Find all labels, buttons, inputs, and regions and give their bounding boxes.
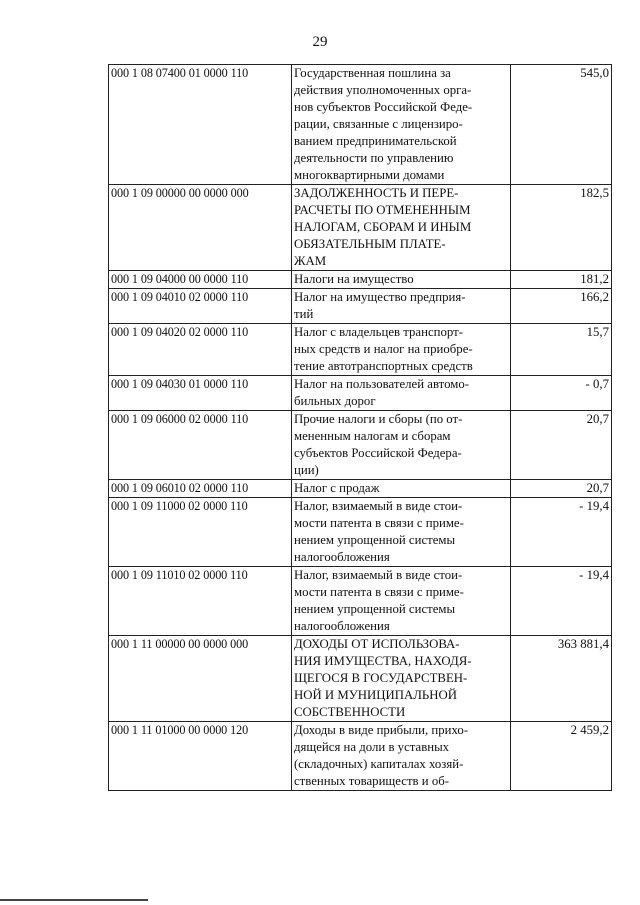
revenue-name-line: деятельности по управлению <box>294 151 454 165</box>
revenue-name-line: Налог на имущество предприя- <box>294 290 466 304</box>
revenue-code: 000 1 09 06000 02 0000 110 <box>109 411 292 480</box>
revenue-name-line: ванием предпринимательской <box>294 134 457 148</box>
revenue-amount: 166,2 <box>511 289 612 324</box>
revenue-name-line: ЖАМ <box>294 254 327 268</box>
revenue-code: 000 1 09 04020 02 0000 110 <box>109 324 292 376</box>
revenue-amount: - 0,7 <box>511 376 612 411</box>
table-row <box>109 498 612 567</box>
revenue-name-line: тий <box>294 307 314 321</box>
revenue-amount: - 19,4 <box>511 567 612 636</box>
revenue-name-line: нением упрощенной системы <box>294 602 456 616</box>
revenue-name-line: бильных дорог <box>294 394 376 408</box>
revenue-name-line: Государственная пошлина за <box>294 66 451 80</box>
revenue-amount: 15,7 <box>511 324 612 376</box>
table-row <box>109 65 612 185</box>
revenue-name <box>292 411 511 480</box>
table-row <box>109 567 612 636</box>
table-row <box>109 636 612 722</box>
revenue-name <box>292 271 511 289</box>
revenue-name <box>292 636 511 722</box>
revenue-name-line: нением упрощенной системы <box>294 533 456 547</box>
revenue-name <box>292 498 511 567</box>
revenue-name <box>292 65 511 185</box>
revenue-name-line: Налог с владельцев транспорт- <box>294 325 463 339</box>
revenue-name-line: ции) <box>294 463 319 477</box>
table-row <box>109 411 612 480</box>
table-row <box>109 289 612 324</box>
revenue-name-line: рации, связанные с лицензиро- <box>294 117 463 131</box>
revenue-name-line: многоквартирными домами <box>294 168 445 182</box>
revenue-name-line: Налоги на имущество <box>294 272 414 286</box>
revenue-name-line: мости патента в связи с приме- <box>294 585 464 599</box>
revenue-name <box>292 722 511 791</box>
revenue-name-line: ДОХОДЫ ОТ ИСПОЛЬЗОВА- <box>294 637 460 651</box>
revenue-name-line: НАЛОГАМ, СБОРАМ И ИНЫМ <box>294 220 472 234</box>
revenue-name-line: СОБСТВЕННОСТИ <box>294 705 406 719</box>
revenue-code: 000 1 09 04010 02 0000 110 <box>109 289 292 324</box>
revenue-amount: 182,5 <box>511 185 612 271</box>
revenue-name <box>292 289 511 324</box>
revenue-name <box>292 185 511 271</box>
revenue-name <box>292 324 511 376</box>
revenue-name-line: ственных товариществ и об- <box>294 774 450 788</box>
revenue-name-line: Налог, взимаемый в виде стои- <box>294 568 463 582</box>
revenue-amount: 363 881,4 <box>511 636 612 722</box>
revenue-amount: 20,7 <box>511 480 612 498</box>
page-number: 29 <box>312 34 328 50</box>
revenue-name-line: дящейся на доли в уставных <box>294 740 450 754</box>
revenue-name <box>292 480 511 498</box>
revenue-name-line: НИЯ ИМУЩЕСТВА, НАХОДЯ- <box>294 654 472 668</box>
budget-table-body <box>109 65 612 791</box>
revenue-name-line: ных средств и налог на приобре- <box>294 342 473 356</box>
table-row <box>109 324 612 376</box>
revenue-name-line: (складочных) капиталах хозяй- <box>294 757 464 771</box>
revenue-name-line: субъектов Российской Федера- <box>294 446 462 460</box>
revenue-code: 000 1 09 11010 02 0000 110 <box>109 567 292 636</box>
table-row <box>109 376 612 411</box>
revenue-amount: 20,7 <box>511 411 612 480</box>
table-row <box>109 722 612 791</box>
revenue-name-line: налогообложения <box>294 619 390 633</box>
revenue-code: 000 1 09 04030 01 0000 110 <box>109 376 292 411</box>
revenue-code: 000 1 09 11000 02 0000 110 <box>109 498 292 567</box>
revenue-name-line: тение автотранспортных средств <box>294 359 473 373</box>
footer-rule <box>0 899 148 901</box>
revenue-name-line: Прочие налоги и сборы (по от- <box>294 412 463 426</box>
revenue-amount: 181,2 <box>511 271 612 289</box>
table-row <box>109 480 612 498</box>
revenue-name-line: мости патента в связи с приме- <box>294 516 464 530</box>
revenue-name <box>292 376 511 411</box>
revenue-name-line: мененным налогам и сборам <box>294 429 451 443</box>
revenue-name-line: действия уполномоченных орга- <box>294 83 472 97</box>
revenue-amount: 545,0 <box>511 65 612 185</box>
table-row <box>109 185 612 271</box>
revenue-code: 000 1 09 00000 00 0000 000 <box>109 185 292 271</box>
revenue-code: 000 1 09 06010 02 0000 110 <box>109 480 292 498</box>
revenue-name-line: ОБЯЗАТЕЛЬНЫМ ПЛАТЕ- <box>294 237 446 251</box>
revenue-name-line: РАСЧЕТЫ ПО ОТМЕНЕННЫМ <box>294 203 471 217</box>
revenue-code: 000 1 11 00000 00 0000 000 <box>109 636 292 722</box>
revenue-name-line: НОЙ И МУНИЦИПАЛЬНОЙ <box>294 688 458 702</box>
revenue-amount: 2 459,2 <box>511 722 612 791</box>
revenue-name-line: налогообложения <box>294 550 390 564</box>
revenue-code: 000 1 11 01000 00 0000 120 <box>109 722 292 791</box>
revenue-name-line: Налог с продаж <box>294 481 380 495</box>
table-row <box>109 271 612 289</box>
budget-table <box>108 64 612 791</box>
revenue-code: 000 1 08 07400 01 0000 110 <box>109 65 292 185</box>
revenue-name-line: Налог, взимаемый в виде стои- <box>294 499 463 513</box>
revenue-name <box>292 567 511 636</box>
revenue-code: 000 1 09 04000 00 0000 110 <box>109 271 292 289</box>
revenue-name-line: ЩЕГОСЯ В ГОСУДАРСТВЕН- <box>294 671 468 685</box>
revenue-name-line: ЗАДОЛЖЕННОСТЬ И ПЕРЕ- <box>294 186 459 200</box>
revenue-name-line: Доходы в виде прибыли, прихо- <box>294 723 469 737</box>
revenue-name-line: Налог на пользователей автомо- <box>294 377 470 391</box>
revenue-name-line: нов субъектов Российской Феде- <box>294 100 473 114</box>
revenue-amount: - 19,4 <box>511 498 612 567</box>
